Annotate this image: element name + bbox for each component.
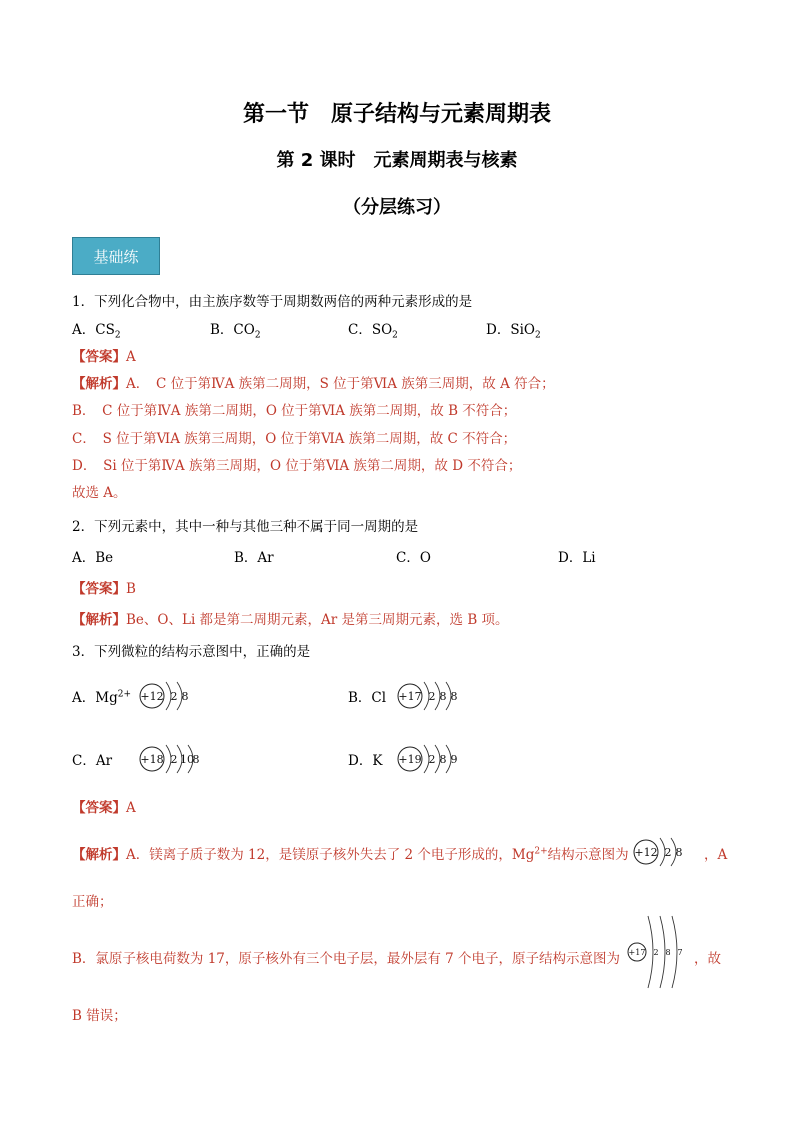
q3-option-d-diagram xyxy=(396,739,486,779)
nucleus-charge: +18 xyxy=(140,752,164,766)
q3-analysis-b-diagram xyxy=(626,912,702,992)
q1-analysis-c: C． S 位于第ⅥA 族第三周期，O 位于第ⅥA 族第二周期，故 C 不符合； xyxy=(72,431,517,447)
nucleus-charge: +17 xyxy=(398,689,422,703)
shell-electron-count: 7 xyxy=(677,947,683,957)
q1-option-b: B．$CO_2$ xyxy=(210,322,261,341)
q3-analysis-a-tail: ，A xyxy=(704,847,728,863)
q1-option-d: D．SiO$_2$ xyxy=(486,322,541,341)
q1-analysis-b: B． C 位于第ⅣA 族第二周期，O 位于第ⅥA 族第二周期，故 B 不符合； xyxy=(72,403,517,419)
q1-analysis-a: 【解析】A． C 位于第ⅣA 族第二周期，S 位于第ⅥA 族第三周期，故 A 符合； xyxy=(72,376,555,392)
nucleus-charge: +12 xyxy=(634,845,658,859)
q3-option-a-label: A．$Mg^{2+}$ xyxy=(72,689,131,706)
nucleus-charge: +19 xyxy=(398,752,422,766)
q3-stem: 3．下列微粒的结构示意图中，正确的是 xyxy=(72,644,311,660)
q3-analysis-b-verdict: B 错误； xyxy=(72,1008,127,1024)
shell-electron-count: 8 xyxy=(181,689,189,703)
shell-electron-count: 8 xyxy=(192,752,200,766)
q3-analysis-a: 【解析】A．镁离子质子数为 12，是镁原子核外失去了 2 个电子形成的，$Mg^{2+}$结构示意图为 xyxy=(72,846,629,863)
q1-analysis-d: D． Si 位于第ⅣA 族第三周期，O 位于第ⅥA 族第二周期，故 D 不符合； xyxy=(72,458,522,474)
q3-option-b-diagram xyxy=(396,676,486,716)
q2-answer: 【答案】B xyxy=(72,581,136,597)
q3-analysis-a-diagram xyxy=(632,832,704,872)
shell-electron-count: 9 xyxy=(450,752,458,766)
q3-option-c-label: C．Ar xyxy=(72,753,113,769)
shell-electron-count: 10 xyxy=(180,752,194,766)
lesson-title: 第 2 课时 元素周期表与核素 xyxy=(276,150,518,171)
q2-stem: 2．下列元素中，其中一种与其他三种不属于同一周期的是 xyxy=(72,519,419,535)
level-badge: 基础练 xyxy=(72,237,160,275)
nucleus-charge: +12 xyxy=(140,689,164,703)
shell-electron-count: 8 xyxy=(665,947,671,957)
q2-option-b: B．Ar xyxy=(234,550,274,566)
q1-conclusion: 故选 A。 xyxy=(72,485,127,501)
q3-option-a-diagram xyxy=(138,676,218,716)
electron-shell-arc xyxy=(660,916,665,988)
practice-title: （分层练习） xyxy=(343,197,451,218)
shell-electron-count: 8 xyxy=(450,689,458,703)
shell-electron-count: 2 xyxy=(428,752,436,766)
q1-stem: 1．下列化合物中，由主族序数等于周期数两倍的两种元素形成的是 xyxy=(72,294,473,310)
nucleus-charge: +17 xyxy=(628,947,646,957)
q1-option-a: A．$CS_2$ xyxy=(72,322,121,341)
shell-electron-count: 8 xyxy=(439,752,447,766)
electron-shell-arc xyxy=(672,916,677,988)
shell-electron-count: 2 xyxy=(664,845,672,859)
shell-electron-count: 2 xyxy=(653,947,659,957)
q3-analysis-a-verdict: 正确； xyxy=(72,894,113,910)
q3-option-b-label: B．Cl xyxy=(348,690,387,706)
q3-analysis-b: B．氯原子核电荷数为 17，原子核外有三个电子层，最外层有 7 个电子，原子结构示意图为 xyxy=(72,951,621,967)
q3-analysis-b-tail: ，故 xyxy=(694,951,721,967)
section-title: 第一节 原子结构与元素周期表 xyxy=(242,102,551,127)
q2-option-c: C．O xyxy=(396,550,431,566)
q1-option-c: C．$SO_2$ xyxy=(348,322,398,341)
q2-option-d: D．Li xyxy=(558,550,596,566)
shell-electron-count: 2 xyxy=(170,689,178,703)
q1-answer: 【答案】A xyxy=(72,349,136,365)
q3-answer: 【答案】A xyxy=(72,800,136,816)
shell-electron-count: 8 xyxy=(675,845,683,859)
q2-option-a: A．Be xyxy=(72,550,114,566)
shell-electron-count: 8 xyxy=(439,689,447,703)
q3-option-c-diagram xyxy=(138,739,228,779)
electron-shell-arc xyxy=(648,916,653,988)
q3-option-d-label: D．K xyxy=(348,753,383,769)
shell-electron-count: 2 xyxy=(170,752,178,766)
shell-electron-count: 2 xyxy=(428,689,436,703)
q2-analysis: 【解析】Be、O、Li 都是第二周期元素，Ar 是第三周期元素，选 B 项。 xyxy=(72,612,509,628)
